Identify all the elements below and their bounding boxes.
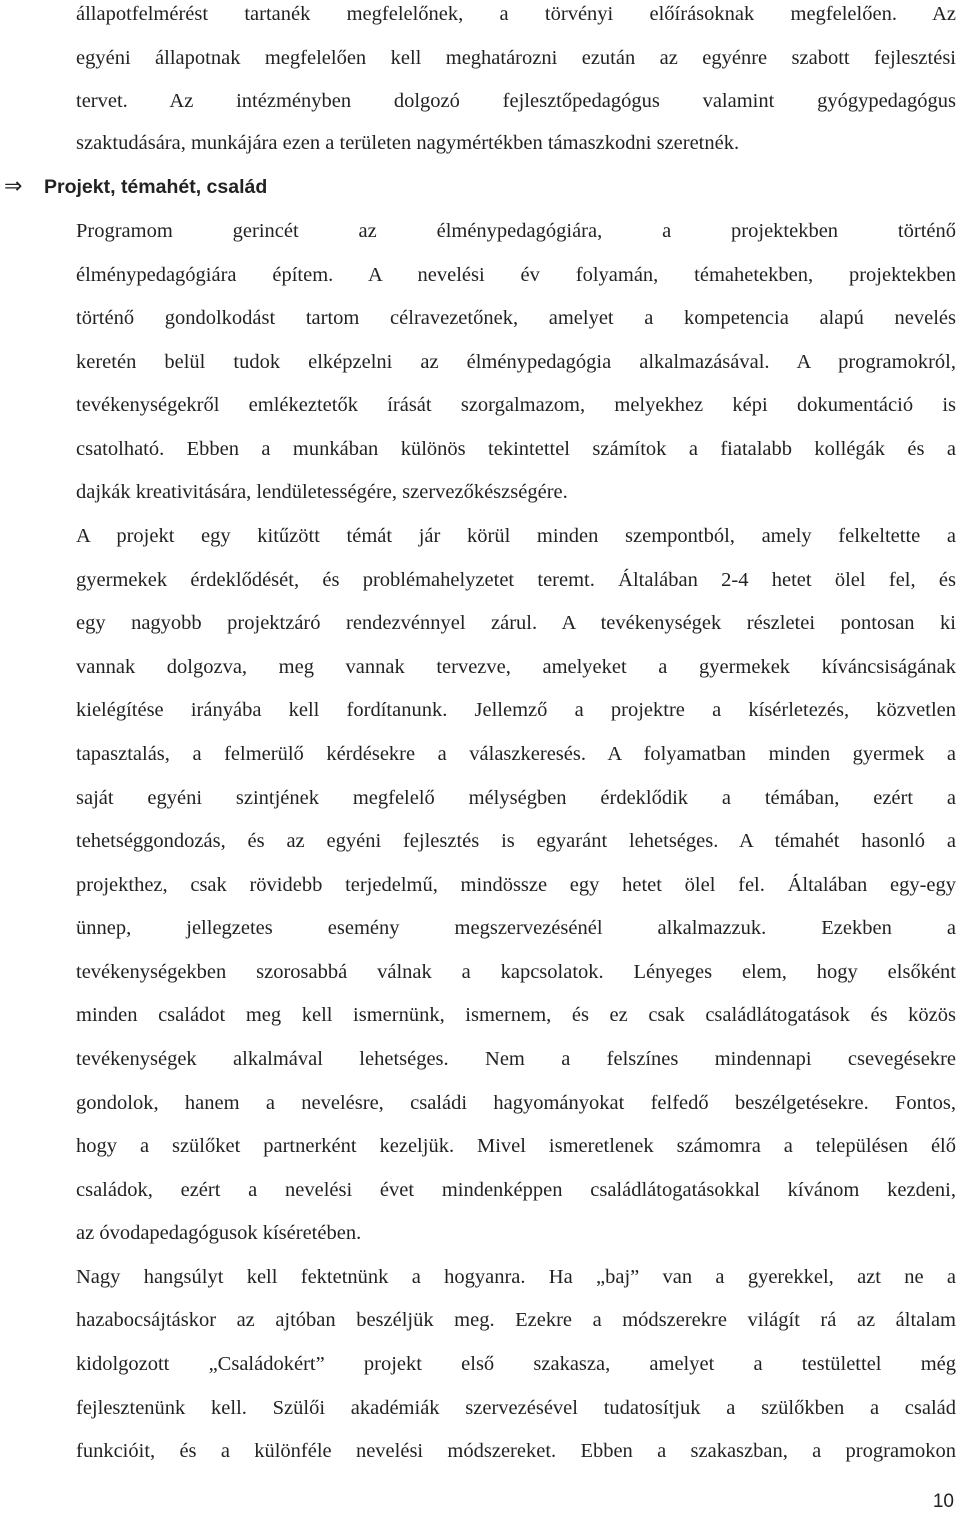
text-line: szaktudására, munkájára ezen a területen nagymértékben támaszkodni szeretnék. (76, 132, 740, 154)
text-line: minden családot meg kell ismernünk, ismernem, és ez csak családlátogatások és közös (76, 1004, 956, 1026)
text-line: tapasztalás, a felmerülő kérdésekre a válaszkeresés. A folyamatban minden gyermek a (76, 743, 956, 765)
text-line: fejlesztenünk kell. Szülői akadémiák szervezésével tudatosítjuk a szülőkben a család (76, 1397, 956, 1419)
text-line: projekthez, csak rövidebb terjedelmű, mindössze egy hetet ölel fel. Általában egy-egy (76, 874, 956, 896)
text-line: hazabocsájtáskor az ajtóban beszéljük meg. Ezekre a módszerekre világít rá az általam (76, 1309, 956, 1331)
text-line: saját egyéni szintjének megfelelő mélységben érdeklődik a témában, ezért a (76, 787, 956, 809)
text-line: kidolgozott „Családokért” projekt első szakasza, amelyet a testülettel még (76, 1353, 956, 1375)
text-line: vannak dolgozva, meg vannak tervezve, amelyeket a gyermekek kíváncsiságának (76, 656, 956, 678)
text-line: állapotfelmérést tartanék megfelelőnek, a törvényi előírásoknak megfelelően. Az (76, 3, 956, 25)
text-line: élménypedagógiára építem. A nevelési év folyamán, témahetekben, projektekben (76, 264, 956, 286)
text-line: funkcióit, és a különféle nevelési módszereket. Ebben a szakaszban, a programokon (76, 1440, 956, 1462)
text-line: keretén belül tudok elképzelni az élménypedagógia alkalmazásával. A programokról, (76, 351, 956, 373)
double-arrow-icon: ⇒ (4, 174, 23, 199)
page-number: 10 (932, 1491, 954, 1512)
text-line: gyermekek érdeklődését, és problémahelyzetet teremt. Általában 2-4 hetet ölel fel, és (76, 569, 956, 591)
text-line: egyéni állapotnak megfelelően kell meghatározni ezután az egyénre szabott fejlesztési (76, 47, 956, 69)
text-line: családok, ezért a nevelési évet mindenképpen családlátogatásokkal kívánom kezdeni, (76, 1179, 956, 1201)
text-line: Nagy hangsúlyt kell fektetnünk a hogyanra. Ha „baj” van a gyerekkel, azt ne a (76, 1266, 956, 1288)
text-line: tervet. Az intézményben dolgozó fejlesztőpedagógus valamint gyógypedagógus (76, 90, 956, 112)
text-line: csatolható. Ebben a munkában különös tekintettel számítok a fiatalabb kollégák és a (76, 438, 956, 460)
text-line: az óvodapedagógusok kíséretében. (76, 1222, 362, 1244)
section-heading-text: Projekt, témahét, család (44, 176, 268, 198)
text-line: történő gondolkodást tartom célravezetőnek, amelyet a kompetencia alapú nevelés (76, 307, 956, 329)
text-line: gondolok, hanem a nevelésre, családi hagyományokat felfedő beszélgetésekre. Fontos, (76, 1092, 956, 1114)
text-line: hogy a szülőket partnerként kezeljük. Mivel ismeretlenek számomra a településen élő (76, 1135, 956, 1157)
text-line: tevékenységekben szorosabbá válnak a kapcsolatok. Lényeges elem, hogy elsőként (76, 961, 956, 983)
text-line: tevékenységek alkalmával lehetséges. Nem a felszínes mindennapi csevegésekre (76, 1048, 956, 1070)
text-line: kielégítése irányába kell fordítanunk. Jellemző a projektre a kísérletezés, közvetlen (76, 699, 956, 721)
text-line: tehetséggondozás, és az egyéni fejlesztés is egyaránt lehetséges. A témahét hasonló a (76, 830, 956, 852)
section-heading (4, 173, 267, 201)
text-line: ünnep, jellegzetes esemény megszervezésénél alkalmazzuk. Ezekben a (76, 917, 956, 939)
text-line: A projekt egy kitűzött témát jár körül minden szempontból, amely felkeltette a (76, 525, 956, 547)
text-line: dajkák kreativitására, lendületességére, szervezőkészségére. (76, 481, 568, 503)
text-line: tevékenységekről emlékeztetők írását szorgalmazom, melyekhez képi dokumentáció is (76, 394, 956, 416)
text-line: Programom gerincét az élménypedagógiára, a projektekben történő (76, 220, 956, 242)
text-line: egy nagyobb projektzáró rendezvénnyel zárul. A tevékenységek részletei pontosan ki (76, 612, 956, 634)
